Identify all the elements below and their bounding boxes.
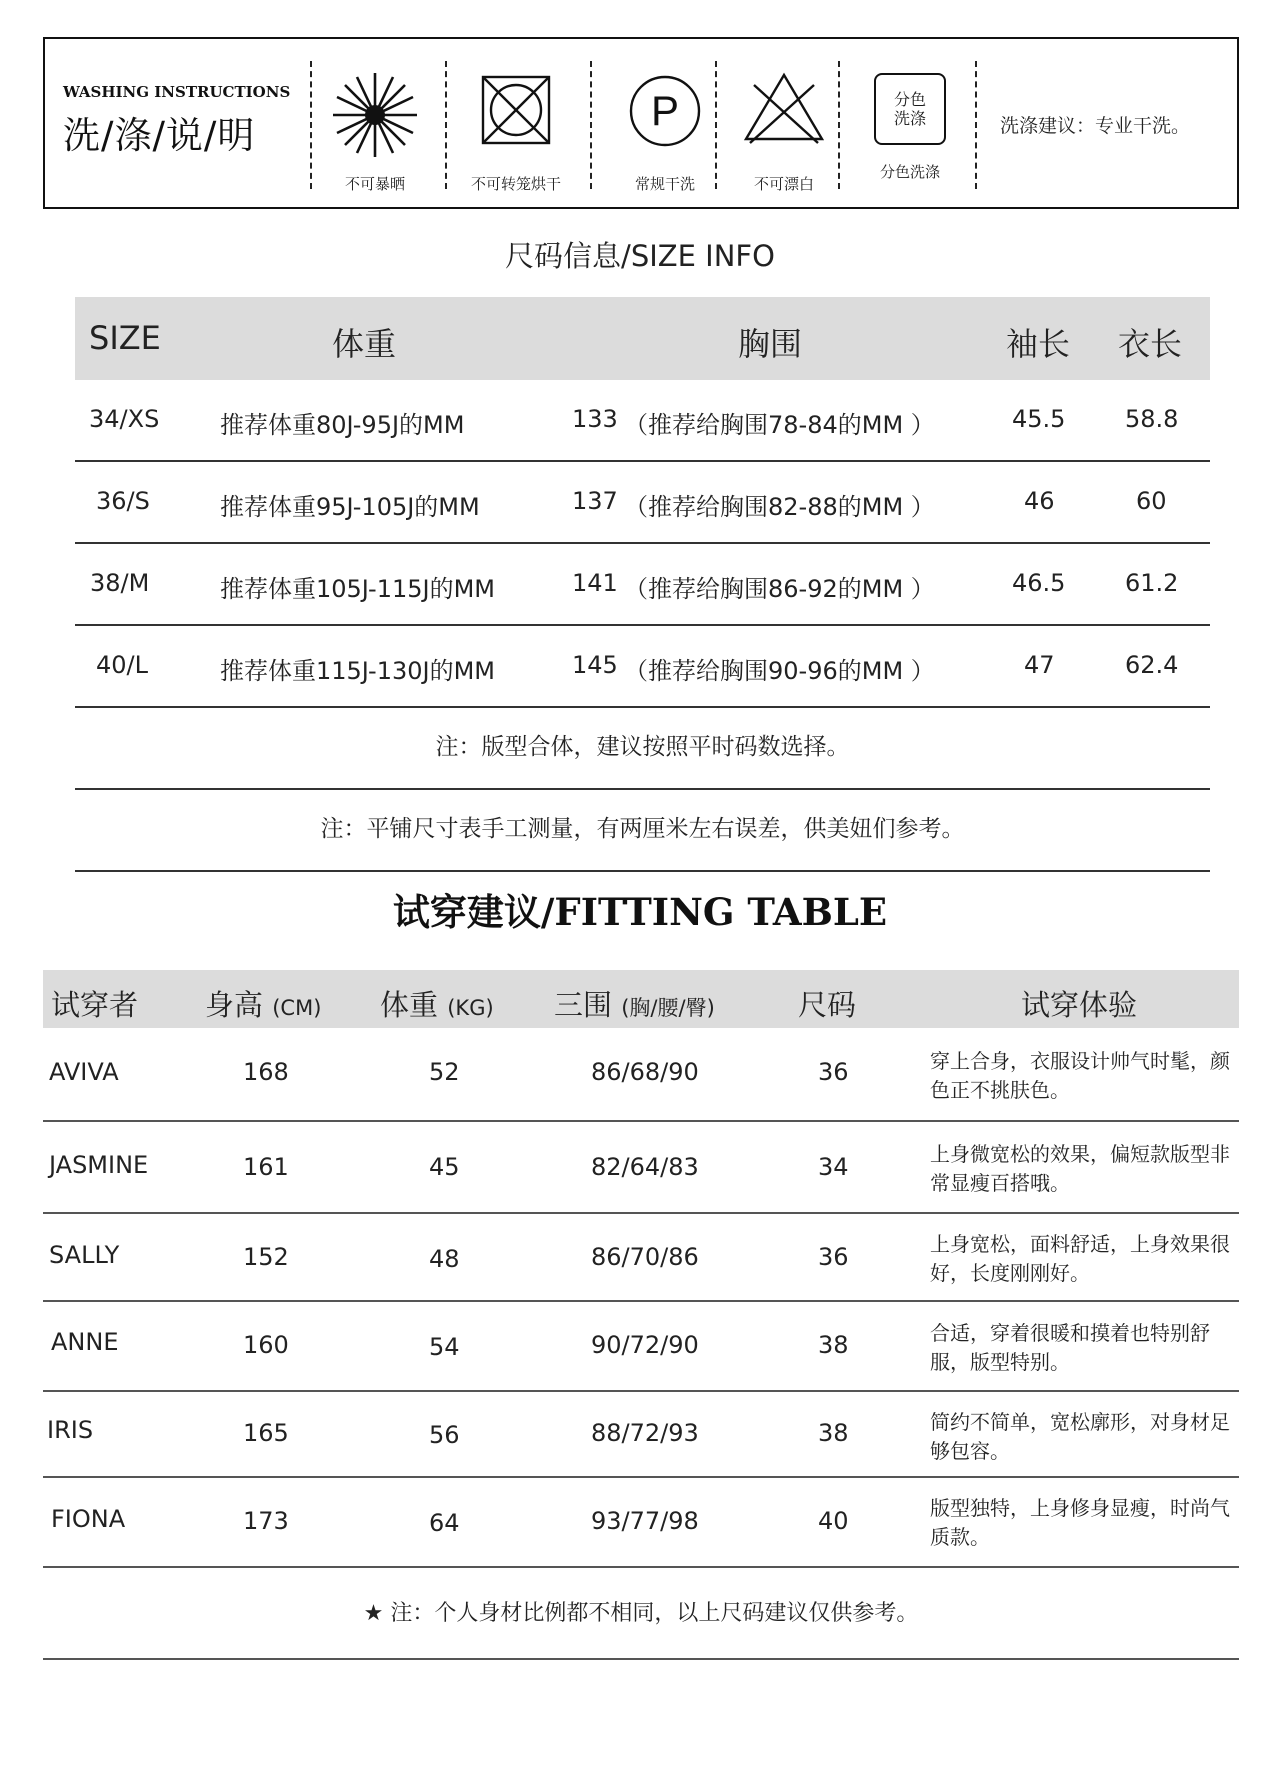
dashed-divider bbox=[715, 61, 717, 189]
fitting-row bbox=[43, 1478, 1239, 1568]
size-info-title: 尺码信息/SIZE INFO bbox=[505, 239, 775, 273]
wash-item-no-sun bbox=[315, 67, 435, 194]
header-height-unit: (CM) bbox=[272, 996, 322, 1020]
sleeve-cell: 46 bbox=[1024, 487, 1055, 515]
fitting-row bbox=[43, 1122, 1239, 1214]
dry-clean-p-icon bbox=[617, 67, 713, 163]
tester-weight: 56 bbox=[429, 1421, 460, 1449]
header-weight-unit: (KG) bbox=[447, 996, 494, 1020]
wash-label: 不可暴晒 bbox=[344, 175, 405, 193]
sleeve-cell: 47 bbox=[1024, 651, 1055, 679]
tester-height: 173 bbox=[243, 1507, 289, 1535]
chest-note-cell: （推荐给胸围90-96的MM ） bbox=[624, 657, 935, 685]
dashed-divider bbox=[445, 61, 447, 189]
fitting-note: ★ 注：个人身材比例都不相同，以上尺码建议仅供参考。 bbox=[43, 1568, 1239, 1660]
header-height-label: 身高 bbox=[205, 988, 264, 1022]
header-length: 衣长 bbox=[1118, 325, 1183, 363]
no-tumble-dry-icon bbox=[468, 67, 564, 163]
washing-title-en: WASHING INSTRUCTIONS bbox=[63, 83, 291, 101]
tester-size: 38 bbox=[818, 1419, 849, 1447]
tester-name: SALLY bbox=[49, 1241, 120, 1269]
tester-experience: 合适，穿着很暖和摸着也特别舒服，版型特别。 bbox=[930, 1321, 1210, 1374]
header-weight-label: 体重 bbox=[380, 988, 439, 1022]
wash-label: 不可转笼烘干 bbox=[470, 175, 561, 193]
tester-size: 38 bbox=[818, 1331, 849, 1359]
tester-size: 34 bbox=[818, 1153, 849, 1181]
header-weight: 体重 bbox=[332, 325, 397, 363]
tester-experience: 上身微宽松的效果，偏短款版型非常显瘦百搭哦。 bbox=[930, 1142, 1230, 1195]
tester-height: 161 bbox=[243, 1153, 289, 1181]
wash-separately-icon bbox=[874, 73, 946, 145]
fitting-title: 试穿建议/FITTING TABLE bbox=[392, 890, 888, 934]
tester-height: 152 bbox=[243, 1243, 289, 1271]
tester-name: ANNE bbox=[51, 1328, 119, 1356]
fitting-row bbox=[43, 1302, 1239, 1392]
header-size: SIZE bbox=[89, 319, 161, 357]
length-cell: 62.4 bbox=[1125, 651, 1179, 679]
size-cell: 36/S bbox=[96, 487, 150, 515]
fitting-table-header bbox=[43, 970, 1239, 1028]
wash-item-no-tumble-dry bbox=[456, 67, 576, 194]
tester-height: 160 bbox=[243, 1331, 289, 1359]
size-cell: 38/M bbox=[90, 569, 150, 597]
header-experience: 试穿体验 bbox=[1021, 988, 1138, 1022]
chest-note-cell: （推荐给胸围82-88的MM ） bbox=[624, 493, 935, 521]
tester-measures: 90/72/90 bbox=[591, 1331, 699, 1359]
weight-cell: 推荐体重105J-115J的MM bbox=[220, 575, 495, 603]
wash-item-wash-separately bbox=[850, 67, 970, 182]
dashed-divider bbox=[590, 61, 592, 189]
size-row bbox=[75, 544, 1210, 626]
wash-label: 常规干洗 bbox=[634, 175, 695, 193]
tester-name: IRIS bbox=[47, 1416, 94, 1444]
chest-cell: 133 bbox=[572, 405, 618, 433]
chest-note-cell: （推荐给胸围86-92的MM ） bbox=[624, 575, 935, 603]
header-height bbox=[205, 983, 321, 1024]
tester-experience: 穿上合身，衣服设计帅气时髦，颜色正不挑肤色。 bbox=[930, 1049, 1230, 1102]
chest-note-cell: （推荐给胸围78-84的MM ） bbox=[624, 411, 935, 439]
size-row bbox=[75, 462, 1210, 544]
length-cell: 60 bbox=[1136, 487, 1167, 515]
wash-label: 不可漂白 bbox=[753, 175, 814, 193]
tester-experience: 版型独特，上身修身显瘦，时尚气质款。 bbox=[930, 1496, 1230, 1549]
size-table bbox=[75, 297, 1210, 872]
fitting-row bbox=[43, 1214, 1239, 1302]
svg-text:P: P bbox=[650, 87, 680, 134]
size-note: 注：平铺尺寸表手工测量，有两厘米左右误差，供美妞们参考。 bbox=[75, 790, 1210, 872]
tester-measures: 88/72/93 bbox=[591, 1419, 699, 1447]
washing-advice: 洗涤建议：专业干洗。 bbox=[1000, 115, 1191, 137]
header-tester: 试穿者 bbox=[51, 988, 139, 1022]
washing-title-cn: 洗/涤/说/明 bbox=[63, 114, 256, 157]
chest-cell: 137 bbox=[572, 487, 618, 515]
length-cell: 58.8 bbox=[1125, 405, 1179, 433]
sleeve-cell: 45.5 bbox=[1012, 405, 1066, 433]
header-weight bbox=[380, 983, 494, 1024]
size-row bbox=[75, 626, 1210, 708]
tester-height: 165 bbox=[243, 1419, 289, 1447]
tester-name: FIONA bbox=[51, 1505, 126, 1533]
tester-experience: 上身宽松，面料舒适，上身效果很好，长度刚刚好。 bbox=[930, 1232, 1230, 1285]
tester-weight: 48 bbox=[429, 1245, 460, 1273]
chest-cell: 145 bbox=[572, 651, 618, 679]
weight-cell: 推荐体重80J-95J的MM bbox=[220, 411, 465, 439]
tester-weight: 52 bbox=[429, 1058, 460, 1086]
dashed-divider bbox=[838, 61, 840, 189]
tester-weight: 54 bbox=[429, 1333, 460, 1361]
washing-instructions-box bbox=[43, 37, 1239, 209]
tester-measures: 82/64/83 bbox=[591, 1153, 699, 1181]
tester-size: 36 bbox=[818, 1058, 849, 1086]
header-measures-label: 三围 bbox=[554, 988, 613, 1022]
weight-cell: 推荐体重115J-130J的MM bbox=[220, 657, 495, 685]
weight-cell: 推荐体重95J-105J的MM bbox=[220, 493, 480, 521]
header-size: 尺码 bbox=[798, 988, 857, 1022]
tester-weight: 64 bbox=[429, 1509, 460, 1537]
header-sleeve: 袖长 bbox=[1006, 325, 1071, 363]
size-row bbox=[75, 380, 1210, 462]
chest-cell: 141 bbox=[572, 569, 618, 597]
tester-experience: 简约不简单，宽松廓形，对身材足够包容。 bbox=[930, 1410, 1230, 1463]
tester-name: AVIVA bbox=[49, 1058, 119, 1086]
tester-size: 36 bbox=[818, 1243, 849, 1271]
fitting-row bbox=[43, 1392, 1239, 1478]
fitting-table bbox=[43, 970, 1239, 1660]
tester-measures: 86/68/90 bbox=[591, 1058, 699, 1086]
header-measures-unit: (胸/腰/臀) bbox=[621, 996, 715, 1020]
header-chest: 胸围 bbox=[738, 325, 803, 363]
wash-item-no-bleach bbox=[724, 67, 844, 194]
tester-name: JASMINE bbox=[49, 1151, 149, 1179]
tester-measures: 93/77/98 bbox=[591, 1507, 699, 1535]
tester-weight: 45 bbox=[429, 1153, 460, 1181]
tester-measures: 86/70/86 bbox=[591, 1243, 699, 1271]
sleeve-cell: 46.5 bbox=[1012, 569, 1066, 597]
dashed-divider bbox=[975, 61, 977, 189]
length-cell: 61.2 bbox=[1125, 569, 1179, 597]
dashed-divider bbox=[310, 61, 312, 189]
wash-separately-icon-text: 分色洗涤 bbox=[893, 90, 926, 128]
no-sun-exposure-icon bbox=[327, 67, 423, 163]
size-note: 注：版型合体，建议按照平时码数选择。 bbox=[75, 708, 1210, 790]
no-bleach-icon bbox=[736, 67, 832, 163]
header-measures bbox=[554, 983, 715, 1024]
size-cell: 40/L bbox=[96, 651, 148, 679]
wash-item-dry-clean bbox=[605, 67, 725, 194]
fitting-row bbox=[43, 1028, 1239, 1122]
tester-size: 40 bbox=[818, 1507, 849, 1535]
size-table-header bbox=[75, 297, 1210, 380]
washing-title bbox=[63, 83, 290, 159]
size-cell: 34/XS bbox=[89, 405, 160, 433]
wash-label: 分色洗涤 bbox=[879, 163, 940, 181]
tester-height: 168 bbox=[243, 1058, 289, 1086]
